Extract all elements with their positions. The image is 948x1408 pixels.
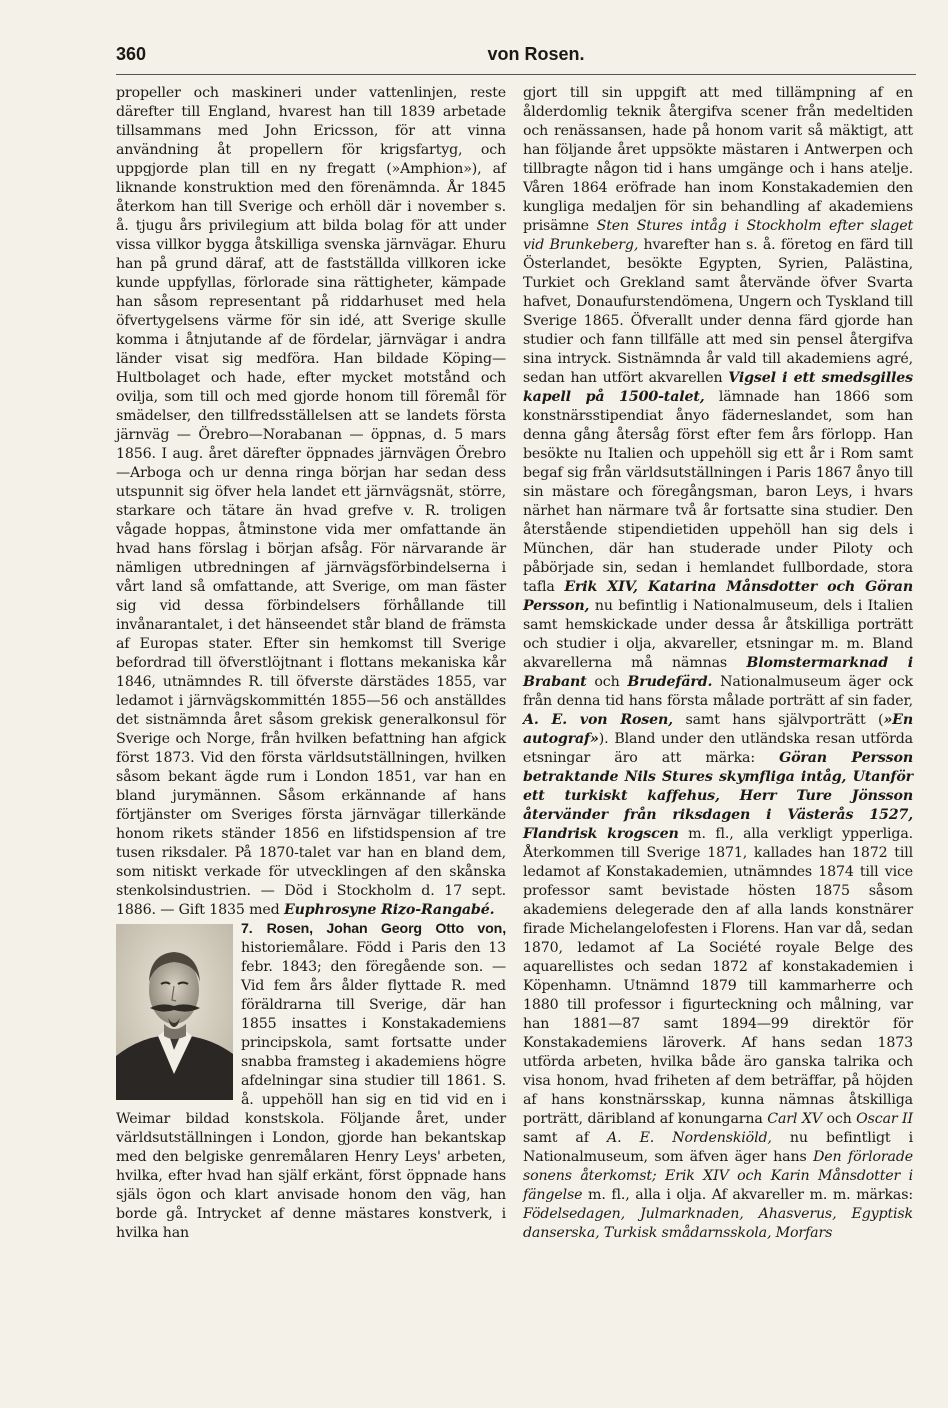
work-title: Sten Stures intåg i Stockholm efter slaget vid Brunkeberg, xyxy=(523,218,913,253)
body-text: Nationalmuseum äger ock från denna tid hans första målade porträtt af sin fader, xyxy=(523,674,913,709)
body-text: och xyxy=(826,1111,852,1127)
body-text: m. fl., alla i olja. Af akvareller m. m. märkas: xyxy=(588,1187,913,1203)
entry-rosen-johan xyxy=(116,920,506,1243)
body-text: samt hans självporträtt ( xyxy=(685,712,884,728)
body-text: samt af xyxy=(523,1130,589,1146)
page-number: 360 xyxy=(116,44,147,64)
work-title: Vigsel i ett smedsgilles kapell på 1500-talet, xyxy=(523,370,913,405)
paragraph xyxy=(116,84,506,920)
person-name: A. E. Nordenskiöld, xyxy=(606,1130,772,1146)
running-title: von Rosen. xyxy=(487,44,585,64)
body-text: ). Bland under den utländska resan utförda etsningar äro att märka: xyxy=(523,731,913,766)
paragraph xyxy=(523,84,913,1243)
work-title: Erik XIV, Katarina Månsdotter och Göran Persson, xyxy=(523,579,913,614)
portrait-image xyxy=(116,924,233,1100)
person-name: Oscar II xyxy=(856,1111,913,1127)
entry-text: historiemålare. Född i Paris den 13 febr. 1843; den föregående son. — Vid fem års ålder flyttade R. med föräldrarna till Sverige, där han 1855 insattes i Konstakademiens principskola, samt fortsatte under snabba framsteg i akademiens högre afdelningar sina studier till 1861. S. å. uppehöll han sig en tid vid en i Weimar bildad konstskola. Följande året, under världsutställningen i London, gjorde han bekantskap med den belgiske genremålaren Henry Leys' arbeten, hvilka, efter hvad han själf erkänt, först öppnade hans själs ögon och klart anvisade honom den väg, han borde gå. Intrycket af denne mästares konstverk, i hvilka han xyxy=(116,940,506,1241)
body-text: gjort till sin uppgift att med tillämpning af en ålderdomlig teknik återgifva scener från medeltiden och renässansen, hade på honom varit så mäktigt, att han följande året uppsökte mästaren i Antwerpen och tillbragte någon tid i hans umgänge och i hans atelje. Våren 1864 eröfrade han inom Konstakademien den kungliga medaljen för sin behandling af akademiens prisämne xyxy=(523,85,913,234)
right-column xyxy=(523,84,913,1243)
person-name: Carl XV xyxy=(767,1111,822,1127)
body-text: m. fl., alla verkligt ypperliga. Återkommen till Sverige 1871, kallades han 1872 till ledamot af Konstakademien, utnämndes 1874 till vice professor samt bevistade hösten 1875 såsom akademiens delegerade den af alla lands konstnärer firade Michelangelofesten i Florens. Han var då, sedan 1870, ledamot af La Société royale Belge des aquarellistes och sedan 1872 af konstakademien i Köpenhamn. Utnämnd 1879 till kammarherre och 1880 till professor i figurteckning och målning, var han 1881—87 samt 1894—99 direktör för Konstakademiens läroverk. Af hans sedan 1873 utförda arbeten, hvilka både äro ganska talrika och visa honom, hvad friheten af dem beträffar, på höjden af hans konstnärsskap, kunna nämnas åtskilliga porträtt, däribland af konungarna xyxy=(523,826,913,1127)
person-name: A. E. von Rosen, xyxy=(523,712,673,728)
body-text: nu befintligt i Nationalmuseum, som äfven äger hans xyxy=(523,1130,913,1165)
work-title: »En autograf» xyxy=(523,712,913,747)
header-rule xyxy=(116,74,916,75)
left-column xyxy=(116,84,506,1243)
entry-number: 7. xyxy=(241,921,253,937)
entry-name: Rosen, Johan Georg Otto von, xyxy=(266,921,506,937)
work-title: Den förlorade sonens återkomst; Erik XIV och Karin Månsdotter i fängelse xyxy=(523,1149,913,1203)
page-header xyxy=(116,44,916,70)
body-text: propeller och maskineri under vattenlinjen, reste därefter till England, hvarest han till 1839 arbetade tillsammans med John Ericsson, för att vinna användning åt propellern för krigsfartyg, och uppgjorde plan till en ny fregatt (»Amphion»), af liknande konstruktion med den förenämnda. År 1845 återkom han till Sverige och erhöll där i november s. å. tjugu års privilegium att bilda bolag för att under vissa villkor bygga åtskilliga svenska järnvägar. Ehuru han på grund däraf, att de fastställda villkoren icke kunde uppfyllas, förlorade sina rättigheter, kämpade han såsom representant på riddarhuset med hela öfvertygelsens värme för sin idé, att Sverige skulle komma i åtnjutande af de fördelar, järnvägar i andra länder visat sig medföra. Han bildade Köping—Hultbolaget och hade, efter mycket motstånd och ovilja, som till och med gjorde honom till föremål för smädelser, den tillfredsställelsen att se landets första järnväg — Örebro—Norabanan — öppnas, d. 5 mars 1856. I aug. året därefter öppnades järnvägen Örebro—Arboga och ur denna ringa början har sedan dess utspunnit sig öfver hela landet ett järnvägsnät, större, starkare och tätare än hvad grefve v. R. troligen vågade hoppas, åtminstone vida mer omfattande än hvad hans förslag i början afsåg. För närvarande är nämligen utbredningen af järnvägsförbindelserna i vårt land så omfattande, att Sverige, om man fäster sig vid dessa förbindelsers förhållande till invånarantalet, i det hänseendet står bland de främsta af Europas stater. Efter sin hemkomst till Sverige befordrad till öfverstlöjtnant i flottans mekaniska kår 1846, utnämndes R. till öfverste därstädes 1855, var ledamot i järnvägskommittén 1855—56 och anställdes det sistnämnda året såsom grekisk generalkonsul för Sverige och Norge, från hvilken befattning han afgick först 1873. Vid den första världsutställningen, hvilken såsom bekant ägde rum i London 1851, var han en bland jurymännen. Såsom erkännande af hans förtjänster om Sveriges första järnvägar tillerkände honom rikets ständer 1856 en lifstidspension af tre tusen riksdaler. På 1870-talet var han en bland dem, som nitiskt verkade för utvecklingen af den skånska stenkolsindustrien. — Död i Stockholm d. 17 sept. 1886. — Gift 1835 med xyxy=(116,85,506,918)
body-text: hvarefter han s. å. företog en färd till Österlandet, besökte Egypten, Syrien, Palästina, Turkiet och Grekland samt återvände öfver Svarta hafvet, Donaufurstendömena, Ungern och Tyskland till Sverige 1865. Öfverallt under denna färd gjorde han studier och fann tillfälle att med sin pensel återgifva sina intryck. Sistnämnda år vald till akademiens agré, sedan han utfört akvarellen xyxy=(523,237,913,386)
portrait-illustration xyxy=(116,924,233,1100)
body-text: och xyxy=(594,674,620,690)
work-title: Födelsedagen, Julmarknaden, Ahasverus, Egyptisk danserska, Turkisk smådarnsskola, Morfars xyxy=(523,1206,913,1241)
body-text: nu befintlig i Nationalmuseum, dels i Italien samt hemskickade under dessa år åtskilliga porträtt och studier i olja, akvareller, etsningar m. m. Bland akvarellerna må nämnas xyxy=(523,598,913,671)
work-title: Göran Persson betraktande Nils Stures skymfliga intåg, Utanför ett turkiskt kaffehus, Herr Ture Jönsson återvänder från riksdagen i Västerås 1527, Flandrisk krogscen xyxy=(523,750,913,842)
work-title: Blomstermarknad i Brabant xyxy=(523,655,913,690)
spouse-name: Euphrosyne Rizo-Rangabé. xyxy=(283,902,495,918)
body-text: lämnade han 1866 som konstnärsstipendiat ånyo fäderneslandet, som han denna gång återsåg först efter fem års förlopp. Han besökte nu Italien och uppehöll sig ett år i Rom samt begaf sig från världsutställningen i Paris 1867 ånyo till sin mästare och föregångsman, baron Leys, i hvars närhet han närmare två år fortsatte sina studier. Den återstående stipendietiden uppehöll han sig dels i München, där han studerade under Piloty och påbörjade sin, sedan i hemlandet fullbordade, stora tafla xyxy=(523,389,914,595)
work-title: Brudefärd. xyxy=(627,674,713,690)
